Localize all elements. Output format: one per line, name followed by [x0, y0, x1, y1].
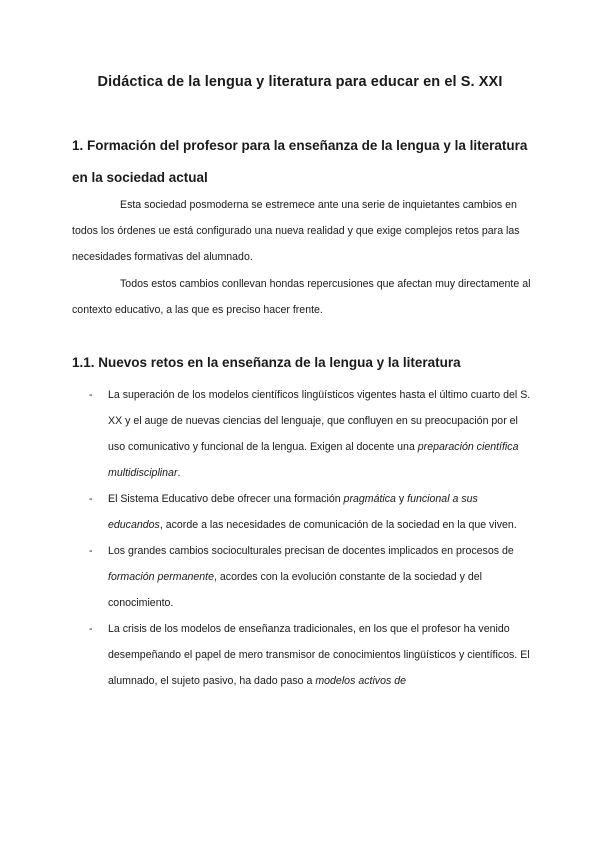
section-1-1-heading: 1.1. Nuevos retos en la enseñanza de la lengua y la literatura [72, 355, 461, 370]
list-item-emphasis: pragmática [343, 493, 396, 505]
list-item [72, 486, 532, 538]
section-1-heading-line-2: en la sociedad actual [72, 170, 208, 185]
list-item [72, 382, 532, 486]
list-item-text: Los grandes cambios socioculturales precisan de docentes implicados en procesos de [108, 545, 514, 557]
list-item [72, 616, 532, 694]
list-item [72, 538, 532, 616]
document-title: Didáctica de la lengua y literatura para educar en el S. XXI [97, 74, 503, 90]
list-item-text: El Sistema Educativo debe ofrecer una formación [108, 493, 344, 505]
bullet-dash: - [89, 493, 93, 505]
challenges-list [72, 382, 532, 694]
section-1-heading-line-1: 1. Formación del profesor para la enseñanza de la lengua y la literatura [72, 138, 528, 153]
list-item-emphasis: modelos activos de [315, 675, 407, 687]
list-item-emphasis: funcional a sus educandos [108, 493, 478, 531]
list-item-text: y [395, 493, 408, 505]
list-item-text: . [177, 467, 181, 479]
list-item-emphasis: formación permanente [108, 571, 214, 583]
bullet-dash: - [89, 545, 93, 557]
section-1-heading [72, 130, 542, 194]
bullet-dash: - [89, 389, 93, 401]
bullet-dash: - [89, 623, 93, 635]
list-item-emphasis: preparación científica multidisciplinar [108, 441, 519, 479]
paragraph-1: Esta sociedad posmoderna se estremece ante una serie de inquietantes cambios en todos los órdenes ue está configurado una nueva realidad y que exige complejos retos para las necesidades formativas del alumnado. [72, 199, 520, 263]
list-item-text: La superación de los modelos científicos lingüísticos vigentes hasta el último cuarto del S. XX y el auge de nuevas ciencias del lenguaje, que confluyen en su preocupación por el uso comunicativo y funcional de la lengua. Exigen al docente una [108, 389, 531, 453]
list-item-text: La crisis de los modelos de enseñanza tradicionales, en los que el profesor ha venido desempeñando el papel de mero transmisor de conocimientos lingüísticos y científicos. El alumnado, el sujeto pasivo, ha dado paso a [108, 623, 530, 687]
list-item-text: , acordes con la evolución constante de la sociedad y del conocimiento. [108, 571, 482, 609]
list-item-text: , acorde a las necesidades de comunicación de la sociedad en la que viven. [159, 519, 517, 531]
paragraph-2: Todos estos cambios conllevan hondas repercusiones que afectan muy directamente al contexto educativo, a las que es preciso hacer frente. [72, 278, 531, 316]
